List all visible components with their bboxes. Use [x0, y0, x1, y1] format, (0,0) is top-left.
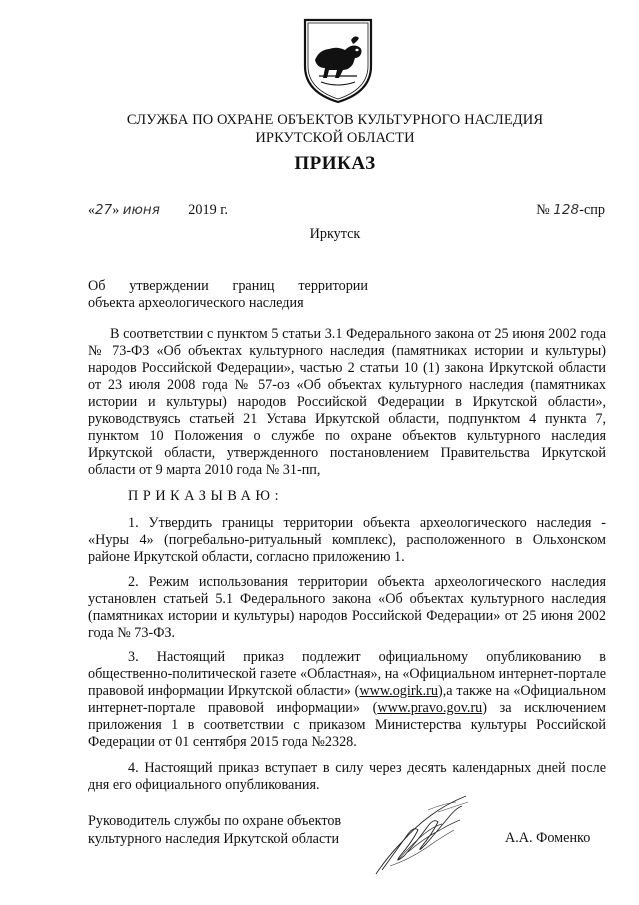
item-3-text-c: ) за исключением приложения 1 в соответствии с приказом Министерства культуры Российской Федерации от 01 сентября 2015 года №2328.	[88, 700, 606, 750]
signatory-name: А.А. Фоменко	[505, 830, 591, 846]
item-3-text-b: ),а также на «Официальном интернет-портале правовой информации» (	[88, 683, 606, 716]
item-1-paragraph: 1. Утвердить границы территории объекта археологического наследия - «Нуры 4» (погребально-ритуальный комплекс), расположенного в Ольхонском районе Иркутской области, согласно приложению 1.	[88, 515, 606, 565]
ogirk-link[interactable]: www.ogirk.ru	[359, 683, 439, 699]
document-title: ПРИКАЗ	[294, 153, 376, 174]
date-month-handwritten: июня	[122, 202, 160, 218]
signatory-position	[88, 812, 341, 848]
item-3-block	[88, 649, 606, 751]
pravo-link[interactable]: www.pravo.gov.ru	[377, 700, 483, 716]
coat-of-arms-emblem	[299, 16, 377, 104]
item-2-block	[88, 574, 606, 642]
number-value-handwritten: 128	[553, 202, 580, 218]
subject-line2: объекта археологического наследия	[88, 295, 304, 311]
organization-name-line2: ИРКУТСКОЙ ОБЛАСТИ	[255, 130, 415, 146]
preamble-paragraph: В соответствии с пунктом 5 статьи 3.1 Федерального закона от 25 июня 2002 года № 73-ФЗ «Об объектах культурного наследия (памятниках истории и культуры) народов Российской Федерации», частью 2 статьи 10 (1) закона Иркутской области от 23 июля 2008 года № 57-оз «Об объектах культурного наследия (памятниках истории и культуры) народов Российской Федерации в Иркутской области», руководствуясь статьей 21 Устава Иркутской области, подпунктом 4 пункта 7, пунктом 10 Положения о службе по охране объектов культурного наследия Иркутской области, утвержденного постановлением Правительства Иркутской области от 9 марта 2010 года № 31-пп,	[88, 326, 606, 478]
item-4-block	[88, 760, 606, 794]
item-3-paragraph	[88, 649, 606, 751]
preamble-block	[88, 326, 606, 479]
date-open-quote: «	[88, 203, 95, 218]
number-prefix: №	[536, 202, 550, 218]
organization-name-line1: СЛУЖБА ПО ОХРАНЕ ОБЪЕКТОВ КУЛЬТУРНОГО НАСЛЕДИЯ	[126, 112, 544, 128]
document-number	[536, 202, 605, 219]
signatory-position-line2: культурного наследия Иркутской области	[88, 831, 340, 847]
item-2-paragraph: 2. Режим использования территории объекта археологического наследия установлен статьей 5.1 Федерального закона «Об объектах культурного наследия (памятниках истории и культуры) народов Российской Федерации» от 25 июня 2002 года № 73-ФЗ.	[88, 574, 606, 641]
orders-heading: ПРИКАЗЫВАЮ:	[128, 488, 284, 504]
signatory-position-line1: Руководитель службы по охране объектов	[88, 813, 342, 829]
handwritten-signature	[368, 790, 478, 880]
document-subject	[88, 278, 368, 312]
date-day-handwritten: 27	[95, 202, 113, 218]
date-close-quote: »	[112, 203, 120, 218]
subject-line1: Об утверждении границ территории	[88, 278, 368, 294]
date-year: 2019 г.	[188, 202, 228, 218]
item-3-text-a: 3. Настоящий приказ подлежит официальному опубликованию в общественно-политической газете «Областная», на «Официальном интернет-портале правовой информации Иркутской области» (	[88, 649, 606, 699]
item-4-paragraph: 4. Настоящий приказ вступает в силу через десять календарных дней после дня его официального опубликования.	[88, 760, 606, 793]
city: Иркутск	[309, 226, 361, 242]
item-1-block	[88, 515, 606, 566]
document-date	[88, 202, 228, 219]
number-suffix: -спр	[579, 202, 605, 218]
